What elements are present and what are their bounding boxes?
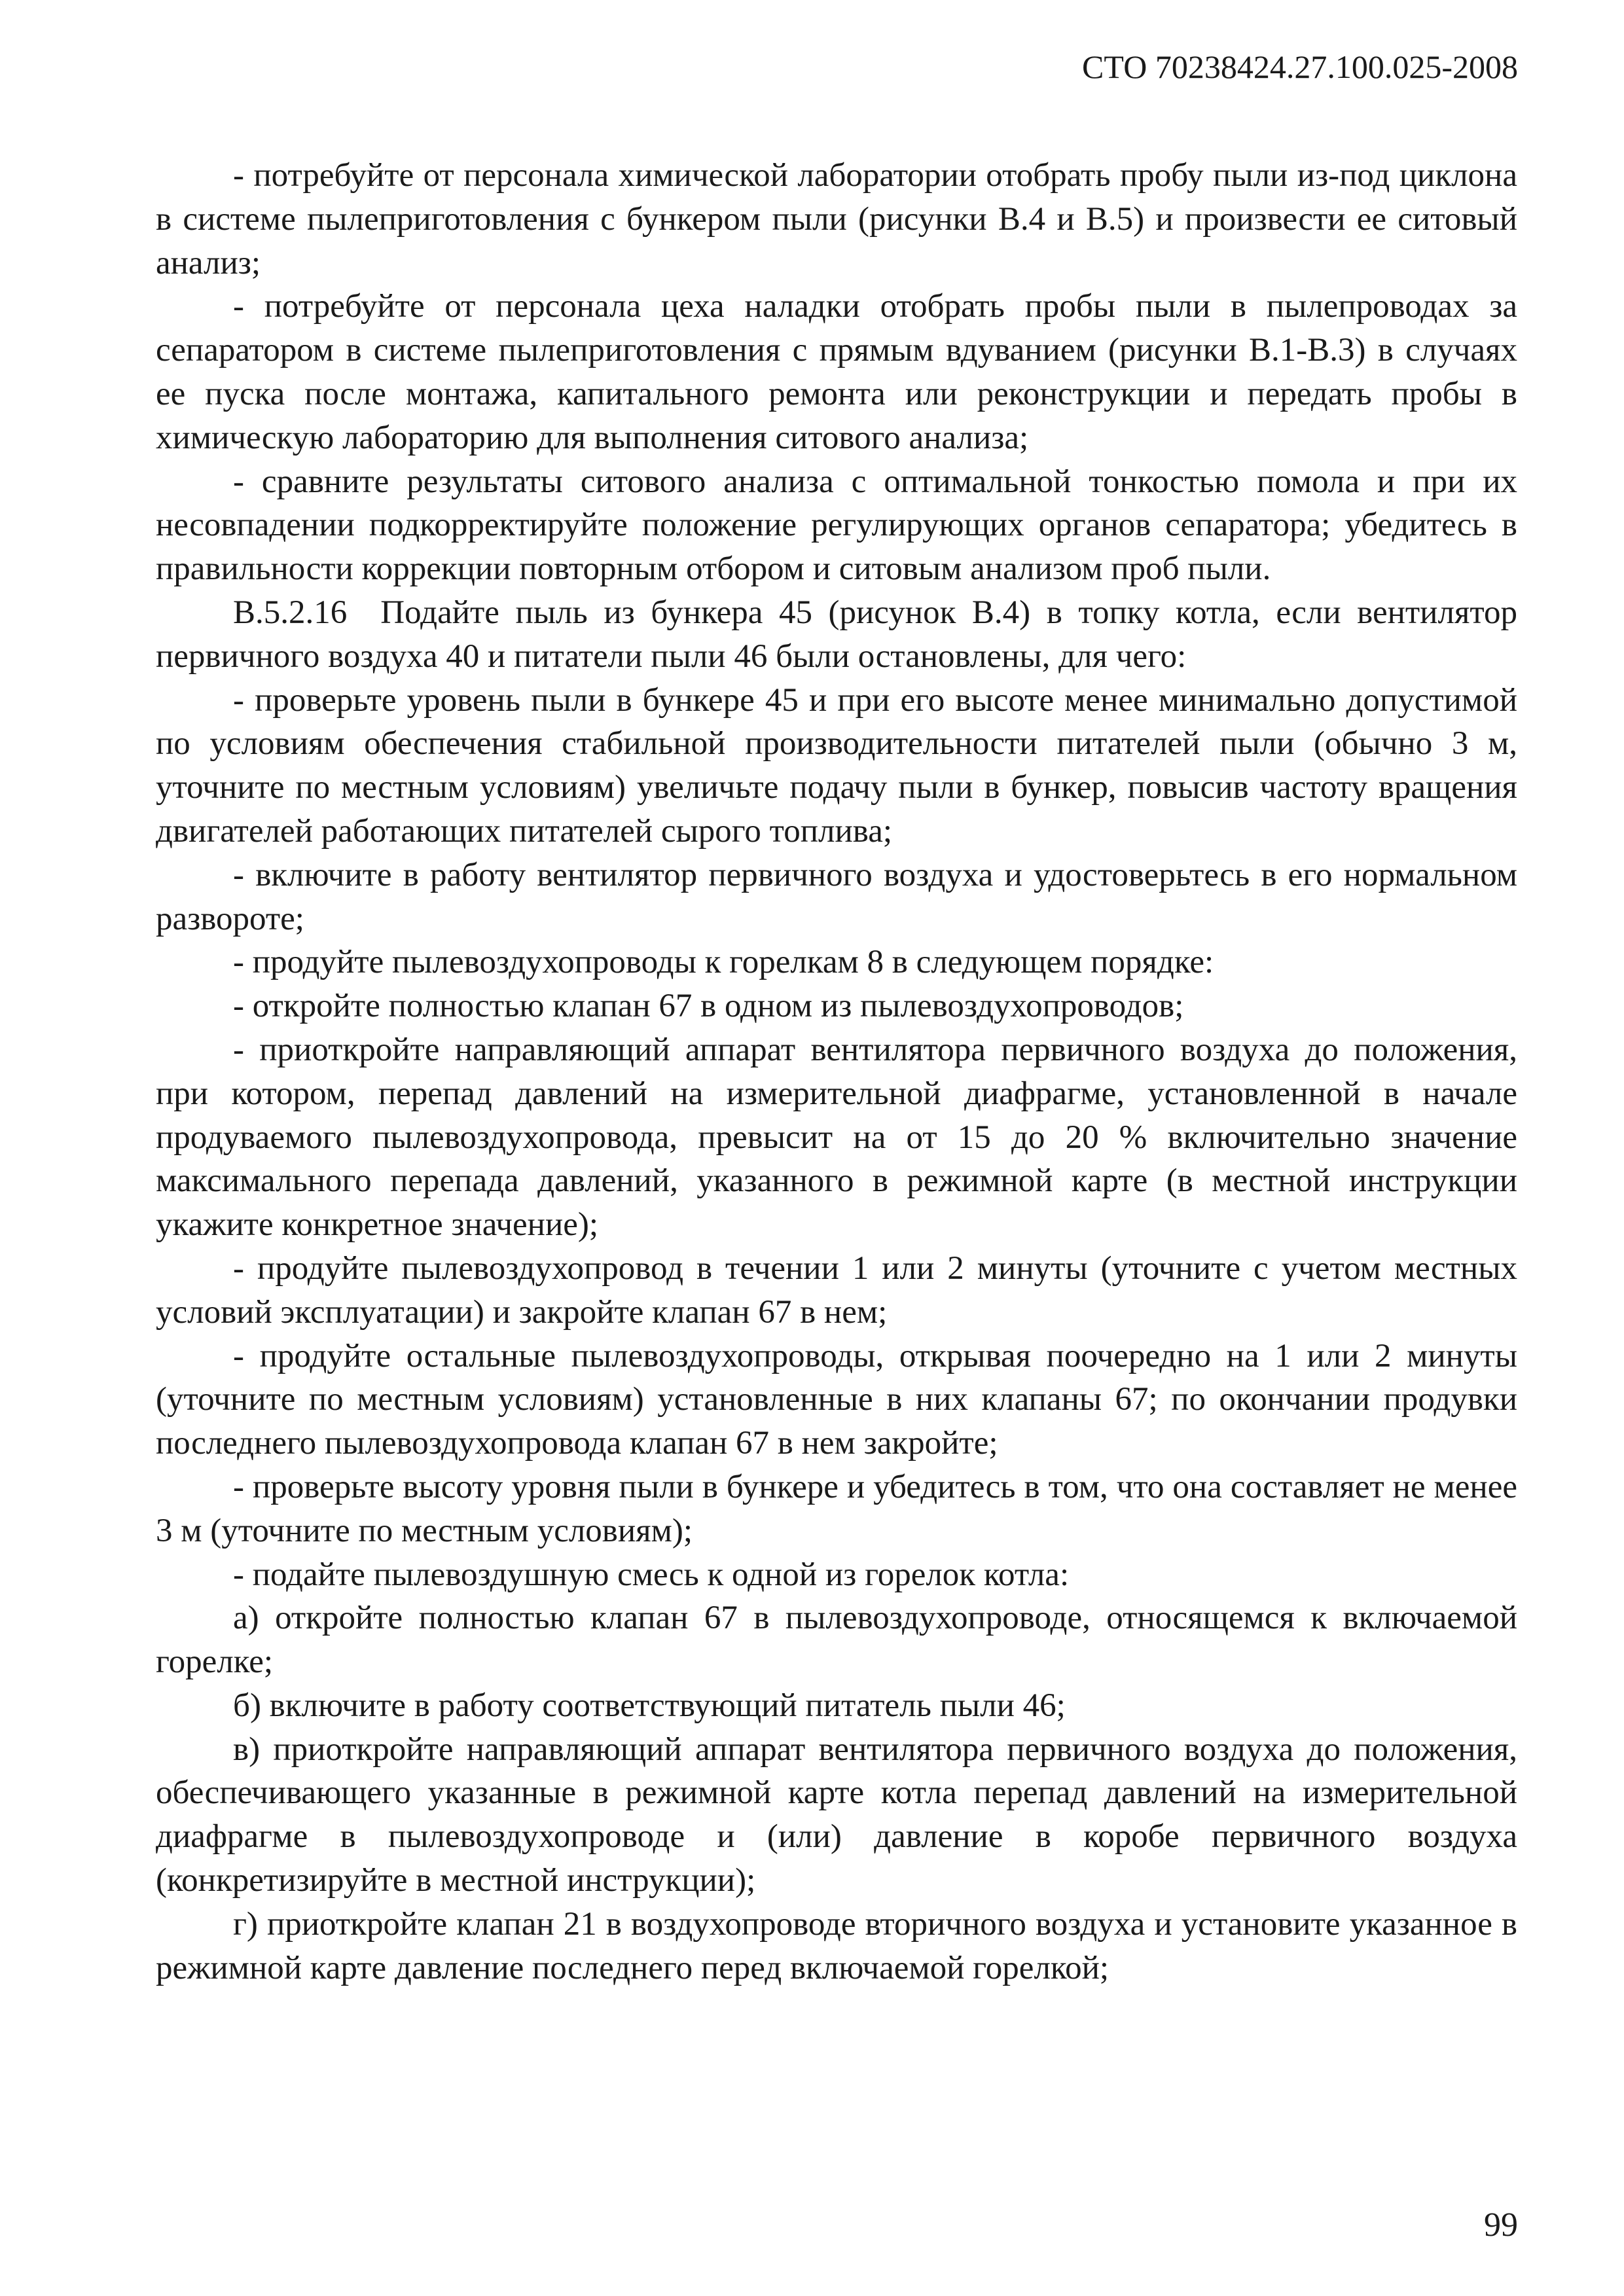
paragraph: - продуйте пылевоздухопроводы к горелкам 8 в следующем порядке: <box>233 944 1214 981</box>
paragraph: - потребуйте от персонала цеха наладки отобрать пробы пыли в пылепроводах за сепаратором в системе пылеприготовления с прямым вдуванием (рисунки В.1-В.3) в случаях ее пуска после монтажа, капитального ремонта или реконструкции и передать пробы в химическую лабораторию для выполнения ситового анализа; <box>156 288 1517 456</box>
paragraph: - включите в работу вентилятор первичного воздуха и удостоверьтесь в его нормальном развороте; <box>156 856 1517 937</box>
paragraph: - потребуйте от персонала химической лаборатории отобрать пробу пыли из-под циклона в системе пылеприготовления с бункером пыли (рисунки В.4 и В.5) и произвести ее ситовый анализ; <box>156 157 1517 281</box>
document-header: СТО 70238424.27.100.025-2008 <box>1082 48 1518 85</box>
document-body <box>156 154 1517 1990</box>
paragraph: - продуйте остальные пылевоздухопроводы, открывая поочередно на 1 или 2 минуты (уточните по местным условиям) установленные в них клапаны 67; по окончании продувки последнего пылевоздухопровода клапан 67 в нем закройте; <box>156 1337 1517 1462</box>
paragraph: - подайте пылевоздушную смесь к одной из горелок котла: <box>233 1556 1070 1593</box>
paragraph: - приоткройте направляющий аппарат вентилятора первичного воздуха до положения, при котором, перепад давлений на измерительной диафрагме, установленной в начале продуваемого пылевоздухопровода, превысит на от 15 до 20 % включительно значение максимального перепада давлений, указанного в режимной карте (в местной инструкции укажите конкретное значение); <box>156 1031 1517 1244</box>
page-number: 99 <box>1484 2206 1518 2244</box>
paragraph: - сравните результаты ситового анализа с оптимальной тонкостью помола и при их несовпадении подкорректируйте положение регулирующих органов сепаратора; убедитесь в правильности коррекции повторным отбором и ситовым анализом проб пыли. <box>156 463 1517 588</box>
paragraph: а) откройте полностью клапан 67 в пылевоздухопроводе, относящемся к включаемой горелке; <box>156 1600 1517 1681</box>
paragraph: В.5.2.16 Подайте пыль из бункера 45 (рисунок В.4) в топку котла, если вентилятор первичного воздуха 40 и питатели пыли 46 были остановлены, для чего: <box>156 594 1517 675</box>
paragraph: - продуйте пылевоздухопровод в течении 1 или 2 минуты (уточните с учетом местных условий эксплуатации) и закройте клапан 67 в нем; <box>156 1249 1517 1331</box>
paragraph: - откройте полностью клапан 67 в одном из пылевоздухопроводов; <box>233 988 1184 1025</box>
paragraph: - проверьте высоту уровня пыли в бункере и убедитесь в том, что она составляет не менее 3 м (уточните по местным условиям); <box>156 1468 1517 1549</box>
paragraph: г) приоткройте клапан 21 в воздухопроводе вторичного воздуха и установите указанное в режимной карте давление последнего перед включаемой горелкой; <box>156 1905 1517 1986</box>
paragraph: в) приоткройте направляющий аппарат вентилятора первичного воздуха до положения, обеспечивающего указанные в режимной карте котла перепад давлений на измерительной диафрагме в пылевоздухопроводе и (или) давление в коробе первичного воздуха (конкретизируйте в местной инструкции); <box>156 1731 1517 1899</box>
paragraph: б) включите в работу соответствующий питатель пыли 46; <box>233 1687 1066 1724</box>
paragraph: - проверьте уровень пыли в бункере 45 и при его высоте менее минимально допустимой по условиям обеспечения стабильной производительности питателей пыли (обычно 3 м, уточните по местным условиям) увеличьте подачу пыли в бункер, повысив частоту вращения двигателей работающих питателей сырого топлива; <box>156 681 1517 850</box>
